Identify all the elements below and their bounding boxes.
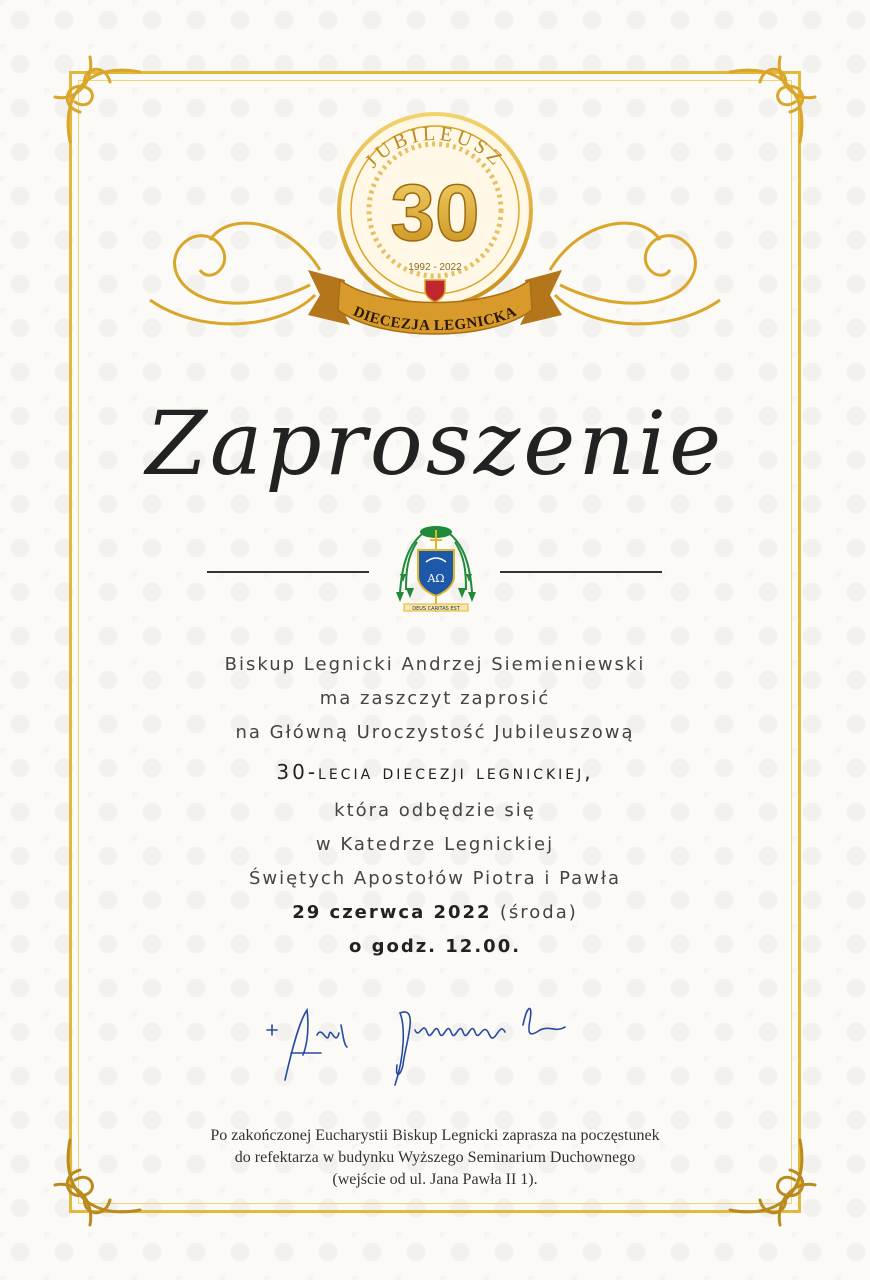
footer-line: do refektarza w budynku Wyższego Seminarium Duchownego bbox=[234, 1149, 636, 1166]
coat-letters: AΩ bbox=[427, 572, 445, 585]
emblem-years: 1992 - 2022 bbox=[408, 262, 462, 273]
emblem-number: 30 bbox=[390, 168, 480, 257]
event-date bbox=[0, 896, 870, 930]
weekday-text: (środa) bbox=[499, 902, 578, 923]
invitation-line: Świętych Apostołów Piotra i Pawła bbox=[248, 868, 622, 889]
emblem-ribbon-text: DIECEZJA LEGNICKA bbox=[350, 303, 520, 335]
emblem-arc-text: JUBILEUSZ bbox=[360, 122, 509, 173]
jubilee-emblem bbox=[140, 110, 730, 370]
invitation-line: Biskup Legnicki Andrzej Siemieniewski bbox=[224, 654, 646, 675]
invitation-text bbox=[0, 648, 870, 964]
coat-of-arms-icon bbox=[392, 522, 480, 622]
divider-left bbox=[207, 571, 369, 573]
footer-line: (wejście od ul. Jana Pawła II 1). bbox=[332, 1171, 538, 1188]
invitation-line: na Główną Uroczystość Jubileuszową bbox=[235, 722, 635, 743]
footer-note bbox=[0, 1125, 870, 1191]
invitation-line: w Katedrze Legnickiej bbox=[315, 834, 555, 855]
coat-motto: DEUS CARITAS EST bbox=[412, 606, 460, 612]
anniversary-heading: 30-lecia diecezji legnickiej, bbox=[276, 760, 594, 784]
divider-right bbox=[500, 571, 662, 573]
page-title: Zaproszenie bbox=[145, 392, 725, 495]
date-text: 29 czerwca 2022 bbox=[292, 902, 492, 923]
invitation-line: która odbędzie się bbox=[334, 800, 536, 821]
invitation-line: ma zaszczyt zaprosić bbox=[319, 688, 551, 709]
footer-line: Po zakończonej Eucharystii Biskup Legnicki zaprasza na poczęstunek bbox=[210, 1127, 660, 1144]
signature bbox=[255, 995, 615, 1100]
event-time: o godz. 12.00. bbox=[348, 936, 522, 957]
